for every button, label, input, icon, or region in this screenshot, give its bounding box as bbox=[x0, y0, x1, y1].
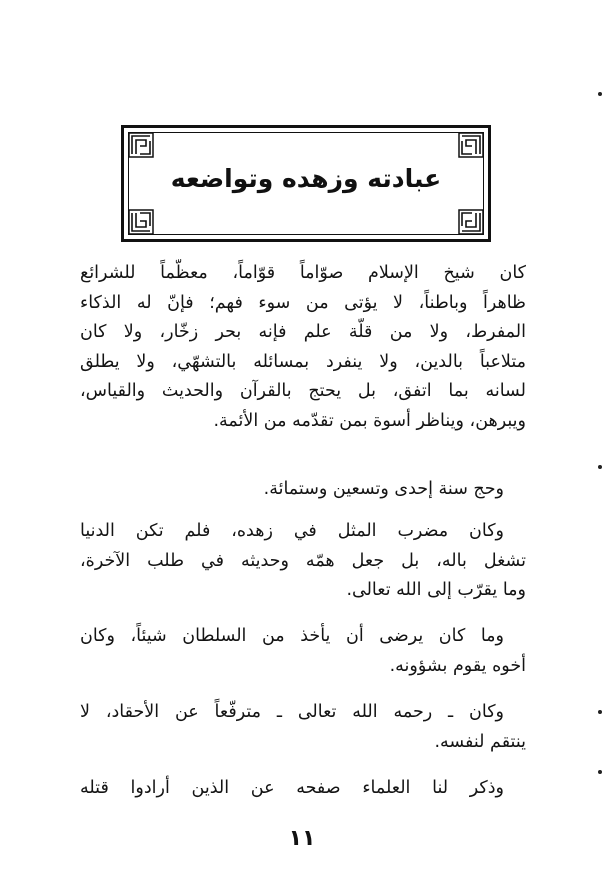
paragraph-sultan bbox=[80, 622, 526, 681]
chapter-title: عبادته وزهده وتواضعه bbox=[170, 164, 442, 193]
text-line: ظاهراً وباطناً، لا يؤتى من سوء فهم؛ فإنّ له الذكاء bbox=[80, 292, 526, 313]
paragraph-scholars bbox=[80, 774, 526, 804]
text-line: كان شيخ الإسلام صوّاماً قوّاماً، معظّماً للشرائع bbox=[80, 263, 526, 283]
corner-ornament-icon bbox=[458, 132, 484, 158]
margin-speck bbox=[598, 465, 602, 469]
corner-ornament-icon bbox=[128, 209, 154, 235]
paragraph-hajj bbox=[80, 475, 526, 505]
paragraph-worship bbox=[80, 259, 526, 436]
corner-ornament-icon bbox=[458, 209, 484, 235]
text-line: ينتقم لنفسه. bbox=[434, 731, 526, 752]
text-line: وحج سنة إحدى وتسعين وستمائة. bbox=[263, 479, 504, 499]
margin-speck bbox=[598, 770, 602, 774]
text-line: متلاعباً بالدين، ولا ينفرد بمسائله بالتشهّي، ولا يطلق bbox=[80, 351, 526, 372]
text-line: وكان مضرب المثل في زهده، فلم تكن الدنيا bbox=[80, 521, 504, 541]
text-line: تشغل باله، بل جعل همّه وحديثه في طلب الآخرة، bbox=[80, 550, 526, 571]
page-number: ١١ bbox=[288, 826, 316, 851]
text-line: المفرط، ولا من قلّة علم فإنه بحر زخّار، ولا كان bbox=[80, 322, 526, 342]
text-line: وذكر لنا العلماء صفحه عن الذين أرادوا قتله bbox=[80, 778, 504, 798]
paragraph-forgiveness bbox=[80, 698, 526, 757]
corner-ornament-icon bbox=[128, 132, 154, 158]
text-line: ويبرهن، ويناظر أسوة بمن تقدّمه من الأئمة. bbox=[213, 410, 526, 431]
paragraph-asceticism bbox=[80, 517, 526, 606]
text-line: وما كان يرضى أن يأخذ من السلطان شيئاً، وكان bbox=[80, 626, 504, 646]
text-line: وكان ـ رحمه الله تعالى ـ مترفّعاً عن الأحقاد، لا bbox=[80, 702, 504, 722]
margin-speck bbox=[598, 92, 602, 96]
text-line: وما يقرّب إلى الله تعالى. bbox=[346, 580, 526, 600]
text-line: أخوه يقوم بشؤونه. bbox=[389, 655, 526, 676]
margin-speck bbox=[598, 710, 602, 714]
text-line: لسانه بما اتفق، بل يحتج بالقرآن والحديث والقياس، bbox=[80, 381, 526, 401]
chapter-title-frame bbox=[121, 125, 491, 242]
